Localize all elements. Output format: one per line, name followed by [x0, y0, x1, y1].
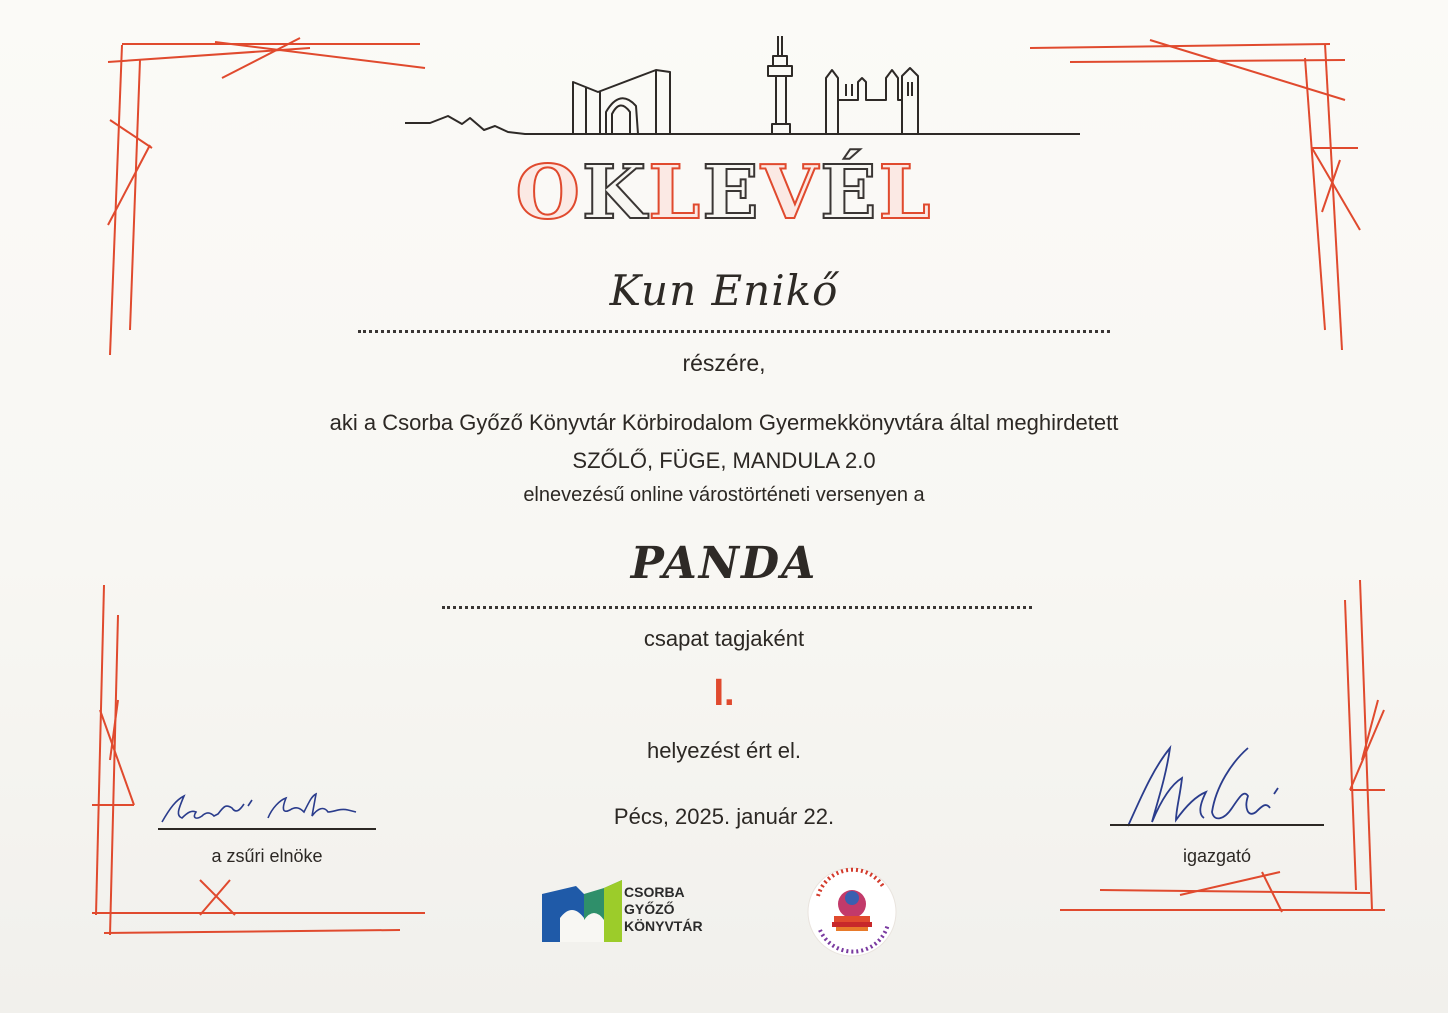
library-logo-line-3: KÖNYVTÁR: [624, 918, 703, 934]
body-line-2: SZŐLŐ, FÜGE, MANDULA 2.0: [572, 448, 876, 473]
korbirodalom-stamp-logo: [808, 868, 896, 956]
team-dotted-line: [442, 606, 1032, 609]
library-logo-line-2: GYŐZŐ: [624, 901, 675, 917]
title-letter: É: [820, 150, 879, 236]
recipient-name: Kun Enikő: [609, 266, 839, 315]
placement-label: helyezést ért el.: [646, 738, 802, 763]
library-logo-text: [624, 884, 703, 935]
title-letter: E: [702, 150, 761, 236]
library-logo-line-1: CSORBA: [624, 884, 685, 900]
title-letter: L: [878, 150, 933, 236]
placement: I.: [713, 672, 735, 714]
recipient-dotted-line: [358, 330, 1110, 333]
title-letter: K: [581, 150, 649, 236]
right-signature-line: [1110, 824, 1324, 826]
body-line-3: elnevezésű online várostörténeti versenyen a: [523, 484, 925, 506]
team-name: PANDA: [630, 538, 818, 589]
left-signer-title: a zsűri elnöke: [211, 846, 323, 866]
place-date: Pécs, 2025. január 22.: [613, 804, 835, 829]
title-letter: O: [515, 150, 582, 236]
left-signature-line: [158, 828, 376, 830]
team-label: csapat tagjaként: [643, 626, 805, 651]
for-label: részére,: [682, 350, 766, 376]
csorba-gyozo-konyvtar-logo-mark: [542, 880, 622, 942]
title-letter: L: [648, 150, 703, 236]
title-letter: V: [760, 150, 821, 236]
body-line-1: aki a Csorba Győző Könyvtár Körbirodalom Gyermekkönyvtára által meghirdetett: [329, 410, 1119, 435]
pecs-skyline-illustration: [405, 36, 1080, 134]
right-signer-title: igazgató: [1182, 846, 1252, 866]
certificate-title: [0, 150, 1448, 236]
